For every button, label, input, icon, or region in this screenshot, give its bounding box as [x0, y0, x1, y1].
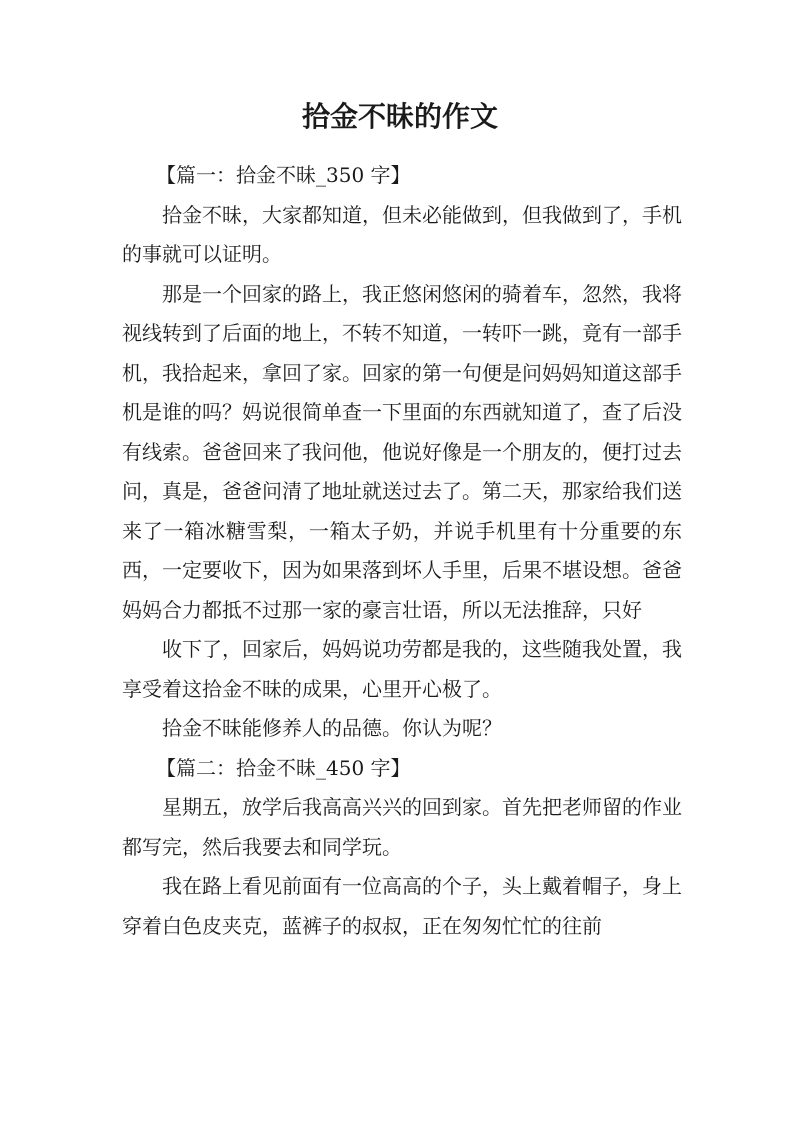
paragraph: 那是一个回家的路上，我正悠闲悠闲的骑着车，忽然，我将视线转到了后面的地上，不转不知道，一转吓一跳，竟有一部手机，我拾起来，拿回了家。回家的第一句便是问妈妈知道这部手机是谁的吗？妈说很简单查一下里面的东西就知道了，查了后没有线索。爸爸回来了我问他，他说好像是一个朋友的，便打过去问，真是，爸爸问清了地址就送过去了。第二天，那家给我们送来了一箱冰糖雪梨，一箱太子奶，并说手机里有十分重要的东西，一定要收下，因为如果落到坏人手里，后果不堪设想。爸爸妈妈合力都抵不过那一家的豪言壮语，所以无法推辞，只好 — [122, 281, 682, 622]
document-title: 拾金不昧的作文 — [301, 100, 498, 133]
section-heading-2: 【篇二：拾金不昧_450 字】 — [156, 755, 411, 780]
document-body — [122, 156, 682, 946]
paragraph: 星期五，放学后我高高兴兴的回到家。首先把老师留的作业都写完，然后我要去和同学玩。 — [122, 795, 682, 859]
paragraph: 拾金不昧，大家都知道，但未必能做到，但我做到了，手机的事就可以证明。 — [122, 202, 682, 266]
paragraph: 我在路上看见前面有一位高高的个子，头上戴着帽子，身上穿着白色皮夹克，蓝裤子的叔叔，正在匆匆忙忙的往前 — [122, 874, 682, 938]
section-heading-1: 【篇一：拾金不昧_350 字】 — [156, 163, 411, 187]
paragraph: 拾金不昧能修养人的品德。你认为呢？ — [162, 716, 502, 740]
paragraph: 收下了，回家后，妈妈说功劳都是我的，这些随我处置，我享受着这拾金不昧的成果，心里开心极了。 — [122, 637, 682, 701]
